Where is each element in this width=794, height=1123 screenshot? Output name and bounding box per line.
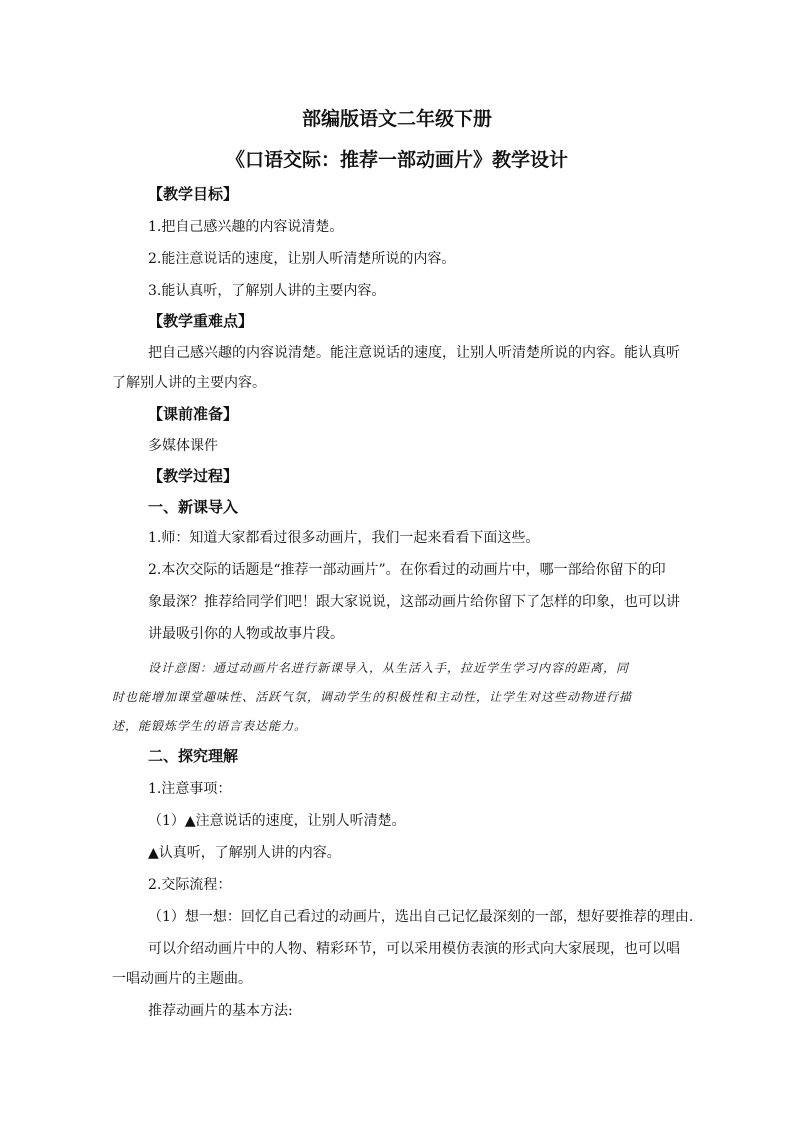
document-title: 部编版语文二年级下册 [301,108,492,130]
heading-key-points: 【教学重难点】 [148,312,254,330]
section-2-item-2: 2.交际流程： [148,877,232,893]
heading-goals: 【教学目标】 [148,185,239,203]
goal-item-1: 1.把自己感兴趣的内容说清楚。 [148,219,344,235]
heading-process: 【教学过程】 [148,467,239,485]
document-subtitle: 《口语交际：推荐一部动画片》教学设计 [225,149,568,171]
goal-item-2: 2.能注意说话的速度，让别人听清楚所说的内容。 [148,251,456,267]
design-intent-line-1: 设计意图：通过动画片名进行新课导入，从生活入手，拉近学生学习内容的距离，同 [148,661,630,675]
section-2-para-line-1: 可以介绍动画片中的人物、精彩环节，可以采用模仿表演的形式向大家展现，也可以唱 [148,941,680,957]
design-intent-line-3: 述，能锻炼学生的语言表达能力。 [112,719,308,733]
heading-preparation: 【课前准备】 [148,405,239,423]
section-2-title: 二、探究理解 [148,747,239,765]
section-1-para-2-line-1: 2.本次交际的话题是“推荐一部动画片”。在你看过的动画片中，哪一部给你留下的印 [148,562,666,578]
key-points-line-1: 把自己感兴趣的内容说清楚。能注意说话的速度，让别人听清楚所说的内容。能认真听 [148,345,680,361]
section-2-item-1: 1.注意事项： [148,781,232,797]
preparation-text: 多媒体课件 [148,438,218,454]
section-2-para-line-2: 一唱动画片的主题曲。 [112,971,252,987]
section-1-para-1: 1.师：知道大家都看过很多动画片，我们一起来看看下面这些。 [148,530,540,546]
design-intent-line-2: 时也能增加课堂趣味性、活跃气氛，调动学生的积极性和主动性，让学生对这些动物进行描 [112,690,633,704]
section-1-title: 一、新课导入 [148,498,239,516]
section-2-item-2a: （1）想一想：回忆自己看过的动画片，选出自己记忆最深刻的一部，想好要推荐的理由. [148,909,694,925]
key-points-line-2: 了解别人讲的主要内容。 [112,375,266,391]
section-1-para-2-line-3: 讲最吸引你的人物或故事片段。 [148,626,344,642]
section-2-item-1a: （1）▲注意说话的速度，让别人听清楚。 [148,813,406,829]
section-1-para-2-line-2: 象最深？推荐给同学们吧！跟大家说说，这部动画片给你留下了怎样的印象，也可以讲 [148,594,680,610]
section-2-methods-intro: 推荐动画片的基本方法: [148,1003,293,1019]
section-2-item-1b: ▲认真听，了解别人讲的内容。 [148,845,341,861]
goal-item-3: 3.能认真听，了解别人讲的主要内容。 [148,283,386,299]
